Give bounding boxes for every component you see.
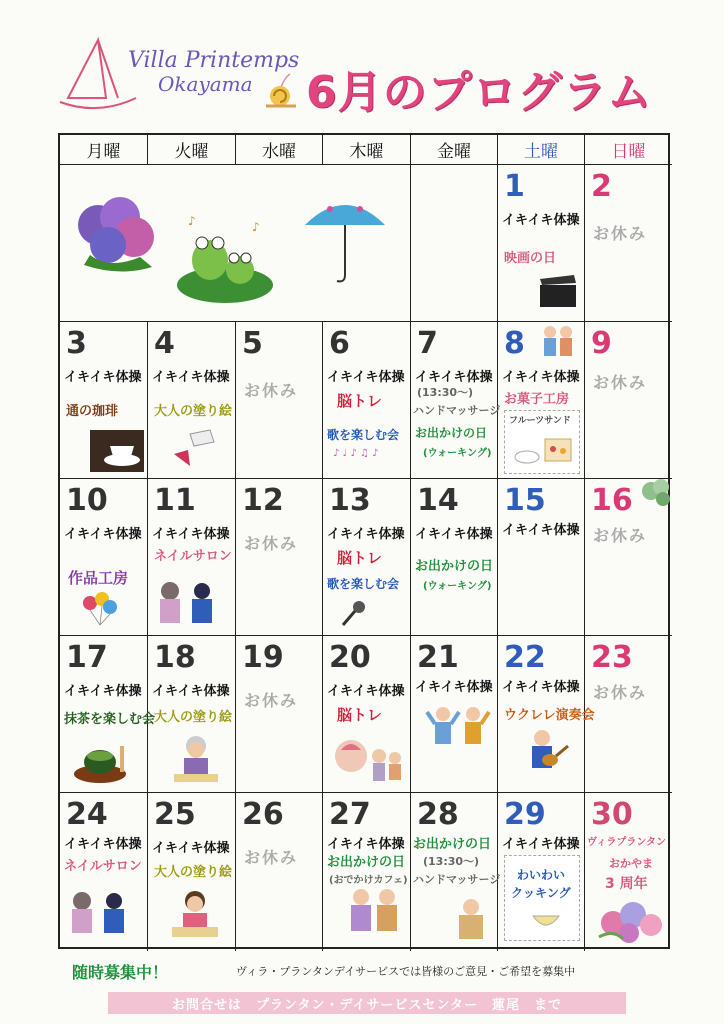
weekday-thu: 木曜: [323, 135, 411, 165]
hand-massage-icon: [451, 897, 493, 943]
day-number: 2: [591, 169, 612, 204]
nail-salon-icon: [156, 579, 218, 627]
day-cell-24: [60, 793, 148, 951]
weekday-fri: 金曜: [411, 135, 498, 165]
logo-line1: Villa Printemps: [128, 48, 300, 73]
day-event: ネイルサロン: [154, 549, 232, 564]
day-activity: イキイキ体操: [415, 527, 493, 542]
day-activity: イキイキ体操: [502, 523, 580, 538]
day-number: 25: [154, 797, 196, 832]
day-number: 27: [329, 797, 371, 832]
day-cell-12: [236, 479, 323, 636]
day-cell-20: [323, 636, 411, 793]
recruit-banner: 随時募集中！: [72, 963, 169, 982]
day-rest: お休み: [593, 526, 648, 545]
day-number: 11: [154, 483, 196, 518]
day-cell-3: [60, 322, 148, 479]
day-number: 16: [591, 483, 633, 518]
day-number: 28: [417, 797, 459, 832]
day-event: 脳トレ: [337, 392, 383, 410]
day-number: 17: [66, 640, 108, 675]
svg-text:♪: ♪: [252, 220, 260, 234]
day-number: 6: [329, 326, 350, 361]
day-activity: イキイキ体操: [327, 684, 405, 699]
logo-line2: Okayama: [158, 72, 253, 96]
day-event-3: 3 周年: [605, 876, 648, 892]
day-cell-25: [148, 793, 236, 951]
day-cell-28: [411, 793, 501, 951]
day-activity: イキイキ体操: [327, 370, 405, 385]
day-number: 14: [417, 483, 459, 518]
day-number: 4: [154, 326, 175, 361]
day-number: 9: [591, 326, 612, 361]
day-activity: イキイキ体操: [64, 684, 142, 699]
day-cell-empty: [411, 165, 498, 322]
coloring-icon: [170, 430, 216, 470]
day-number: 29: [504, 797, 546, 832]
day-time: (13:30～): [417, 386, 474, 399]
day-activity: イキイキ体操: [327, 837, 405, 852]
day-activity: イキイキ体操: [64, 370, 142, 385]
day-event: ハンドマッサージ: [413, 404, 501, 417]
snail-icon: [262, 70, 302, 110]
nail-salon-icon: [68, 889, 130, 939]
day-cell-29: [498, 793, 585, 951]
day-number: 5: [242, 326, 263, 361]
day-cell-17: [60, 636, 156, 793]
day-cell-10: [60, 479, 148, 636]
day-activity: イキイキ体操: [415, 370, 493, 385]
day-activity: イキイキ体操: [152, 527, 230, 542]
day-rest: お休み: [593, 683, 648, 702]
day-cell-8: [498, 322, 585, 479]
day-cell-27: [323, 793, 411, 951]
day-event-note: (おでかけカフェ): [329, 875, 408, 886]
note-line2: クッキング: [511, 886, 571, 900]
clapperboard-icon: [538, 275, 578, 309]
note-text: フルーツサンド: [509, 416, 571, 426]
day-event-2: 歌を楽しむ会: [327, 577, 400, 591]
day-number: 12: [242, 483, 284, 518]
illustration-cell: [60, 165, 411, 322]
day-event: お出かけの日: [327, 855, 406, 870]
cooking-note: [504, 855, 580, 941]
music-notes-icon: ♪ ♩ ♪ ♫ ♪: [333, 448, 379, 459]
day-activity: イキイキ体操: [502, 370, 580, 385]
day-cell-13: [323, 479, 411, 636]
day-event: 脳トレ: [337, 549, 383, 567]
weekday-sat: 土曜: [498, 135, 585, 165]
feedback-message: ヴィラ・プランタンデイサービスでは皆様のご意見・ご希望を募集中: [236, 965, 576, 978]
day-cell-21: [411, 636, 498, 793]
day-cell-26: [236, 793, 323, 951]
logo: [58, 36, 300, 120]
fruit-sandwich-icon: [511, 429, 575, 469]
day-cell-30: [585, 793, 672, 951]
day-event: お出かけの日: [415, 559, 494, 574]
day-number: 18: [154, 640, 196, 675]
weekday-wed: 水曜: [236, 135, 323, 165]
day-activity: イキイキ体操: [64, 837, 142, 852]
day-event: ウクレレ演奏会: [504, 708, 595, 723]
day-cell-23: [585, 636, 672, 793]
day-event: 大人の塗り絵: [154, 710, 233, 725]
day-rest: お休み: [244, 534, 299, 553]
day-number: 3: [66, 326, 87, 361]
weekday-tue: 火曜: [148, 135, 236, 165]
day-activity: イキイキ体操: [152, 684, 230, 699]
day-activity: イキイキ体操: [64, 527, 142, 542]
day-event: 通の珈琲: [66, 404, 119, 419]
exercise-icon: [427, 704, 491, 766]
day-event: 抹茶を楽しむ会: [64, 712, 156, 727]
day-rest: お休み: [593, 373, 648, 392]
sail-logo-icon: [58, 36, 138, 120]
day-event: ヴィラプランタン: [587, 837, 666, 848]
day-rest: お休み: [593, 224, 648, 243]
day-event-2: ハンドマッサージ: [413, 873, 501, 886]
day-event: 大人の塗り絵: [154, 865, 233, 880]
day-cell-2: [585, 165, 672, 322]
day-number: 7: [417, 326, 438, 361]
ukulele-player-icon: [520, 728, 570, 784]
day-number: 26: [242, 797, 284, 832]
day-event: 大人の塗り絵: [154, 404, 233, 419]
day-cell-16: [585, 479, 672, 636]
day-cell-5: [236, 322, 323, 479]
flower-bouquet-icon: [593, 893, 669, 947]
day-event-2: おかやま: [609, 857, 653, 870]
day-activity: イキイキ体操: [327, 527, 405, 542]
day-event-2: 歌を楽しむ会: [327, 428, 400, 442]
svg-text:♪: ♪: [188, 214, 196, 228]
bowl-icon: [531, 908, 561, 932]
header: [0, 0, 724, 130]
day-event: 脳トレ: [337, 706, 383, 724]
day-event-2: お出かけの日: [415, 426, 488, 440]
hydrangea-frog-umbrella-illustration: [60, 165, 390, 315]
microphone-icon: [339, 599, 369, 629]
day-cell-15: [498, 479, 585, 636]
day-cell-19: [236, 636, 323, 793]
day-number: 22: [504, 640, 546, 675]
day-activity: イキイキ体操: [502, 837, 580, 852]
elderly-people-icon: [538, 324, 578, 362]
day-number: 19: [242, 640, 284, 675]
sandwich-note: [504, 410, 580, 474]
day-number: 24: [66, 797, 108, 832]
calendar-grid: [58, 133, 670, 949]
day-event-note: (ウォーキング): [423, 448, 492, 459]
day-event: 作品工房: [68, 569, 129, 587]
day-cell-22: [498, 636, 595, 793]
day-number: 30: [591, 797, 633, 832]
weekday-mon: 月曜: [60, 135, 148, 165]
day-number: 10: [66, 483, 108, 518]
day-cell-7: [411, 322, 501, 479]
day-activity: イキイキ体操: [152, 370, 230, 385]
day-activity: イキイキ体操: [502, 213, 580, 228]
frog-icon: [177, 214, 273, 303]
brain-training-icon: [331, 734, 403, 786]
day-number: 21: [417, 640, 459, 675]
day-cell-6: [323, 322, 411, 479]
day-event: お菓子工房: [504, 392, 570, 407]
day-number: 23: [591, 640, 633, 675]
day-activity: イキイキ体操: [152, 841, 230, 856]
day-event-note: (ウォーキング): [423, 581, 492, 592]
hydrangea-corner-icon: [637, 479, 671, 511]
day-number: 13: [329, 483, 371, 518]
weekday-sun: 日曜: [585, 135, 672, 165]
day-cell-9: [585, 322, 672, 479]
day-event: 映画の日: [504, 251, 557, 266]
child-coloring-icon: [168, 889, 222, 941]
day-event: お出かけの日: [413, 837, 492, 852]
day-cell-11: [148, 479, 236, 636]
note-line1: わいわい: [517, 868, 566, 882]
day-number: 20: [329, 640, 371, 675]
day-time: (13:30～): [423, 855, 480, 868]
cafe-people-icon: [345, 887, 405, 943]
day-rest: お休み: [244, 691, 299, 710]
day-rest: お休み: [244, 381, 299, 400]
day-number: 8: [504, 326, 525, 361]
day-rest: お休み: [244, 848, 299, 867]
elderly-coloring-icon: [170, 734, 222, 786]
day-cell-18: [148, 636, 236, 793]
hydrangea-icon: [78, 197, 154, 272]
day-cell-4: [148, 322, 236, 479]
day-activity: イキイキ体操: [415, 680, 493, 695]
contact-banner: お問合せは プランタン・デイサービスセンター 蓮尾 まで: [108, 992, 626, 1014]
umbrella-icon: [305, 205, 385, 281]
matcha-tea-icon: [72, 740, 138, 786]
page-title: 6月のプログラム: [306, 67, 653, 118]
day-cell-14: [411, 479, 498, 636]
day-event: ネイルサロン: [64, 859, 142, 874]
coffee-cup-icon: [90, 430, 144, 472]
day-cell-1: [498, 165, 585, 322]
balloons-icon: [80, 591, 120, 631]
day-activity: イキイキ体操: [502, 680, 580, 695]
day-number: 1: [504, 169, 525, 204]
day-number: 15: [504, 483, 546, 518]
